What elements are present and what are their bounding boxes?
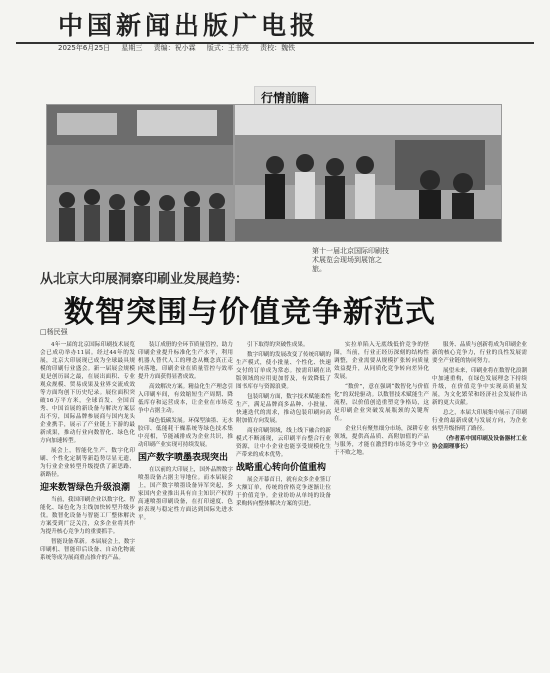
- paragraph: 包装印刷方面，数字技术赋能柔性生产，满足品牌商多品种、小批量、快速迭代的需求，推动包装印刷向高附加值方向发展。: [236, 394, 331, 424]
- issue-weekday: 星期三: [121, 44, 143, 52]
- paragraph: 商业印刷领域，线上线下融合的新模式不断涌现，云印刷平台整合行业资源，让中小企业也能享受规模化生产带来的成本优势。: [236, 428, 331, 458]
- masthead: [8, 4, 542, 50]
- paragraph: 当前，我国印刷企业以数字化、智能化、绿色化为主线加快转型升级步伐。数智化设备与智能工厂整体解决方案受到广泛关注，众多企业将其作为提升核心竞争力的重要抓手。: [40, 497, 135, 535]
- section-heading: 国产数字喷墨表现突出: [138, 453, 229, 463]
- article-column-5: [432, 341, 527, 653]
- photo-caption: 第十一届北京国际印刷技术展览会现场到展馆之旅。: [312, 247, 389, 273]
- paragraph: 绿色低碳发展。环保型油墨、无水胶印、低能耗干燥系统等绿色技术集中亮相，节能减排成为企业共识，推动印刷产业实现可持续发展。: [138, 418, 233, 448]
- paragraph: 实拉单陷入无底线低价竞争的怪圈，当前，行业正经历深刻的结构性调整，企业需要从规模扩张转向质量效益提升，从同质化竞争转向差异化发展。: [334, 342, 429, 380]
- exhibition-crowd-photo: [46, 104, 234, 242]
- section-label: 行情前瞻: [254, 86, 316, 108]
- paragraph: 展会开幕首日，就有众多企业签订大额订单，传统的价格竞争逐渐让位于价值竞争。企业纷纷从单纯的设备采购转向整体解决方案的引进。: [236, 477, 331, 507]
- paragraph: 展望未来，印刷业将在数智化浪潮中加速重构，在绿色发展理念下持续升级，在价值竞争中实现高质量发展，为文化繁荣和经济社会发展作出新的更大贡献。: [432, 368, 527, 406]
- paragraph: 企业只有聚焦细分市场，深耕专业领域，提供高品质、高附加值的产品与服务，才能在激烈的市场竞争中立于不败之地。: [334, 426, 429, 456]
- layout-credit: 版式：王书亮: [206, 44, 249, 52]
- paragraph: 高效解决方案。精益化生产理念引入印刷车间，有效缩短生产周期、降低库存和运营成本，让企业在市场竞争中占据主动。: [138, 384, 233, 414]
- paragraph: 引下取得的突破性成果。: [247, 342, 309, 348]
- proofreader-credit: 责校：魏铁: [260, 44, 296, 52]
- issue-date: 2025年6月25日: [58, 44, 111, 52]
- editor-credit: 责编：祝小霖: [153, 44, 196, 52]
- exhibition-visitors-photo: [234, 104, 502, 242]
- author-note: （作者系中国印刷及设备器材工业协会副理事长）: [432, 436, 527, 450]
- article-byline: □杨民强: [40, 328, 68, 336]
- paragraph: 数字印刷的发展改变了传统印刷的生产模式，使小批量、个性化、快速交付的订单成为常态。按需印刷在出版领域的应用更加普及，有效降低了图书库存与资源浪费。: [236, 352, 331, 390]
- paragraph: 总之，本届大印展集中展示了印刷行业的最新成就与发展方向，为企业转型升级指明了路径。: [432, 410, 527, 432]
- issue-meta: [58, 43, 304, 53]
- article-subtitle: 从北京大印展洞察印刷业发展趋势：: [40, 272, 249, 287]
- section-heading: 迎来数智绿色升级浪潮: [40, 483, 131, 493]
- section-heading: 战略重心转向价值重构: [236, 463, 327, 473]
- article-column-1: [40, 341, 135, 653]
- paragraph: 展会上，智能化生产、数字化印刷、个性化定制等新趋势尽显无遗，为行业企业转型升级提供了新思路、新路径。: [40, 448, 135, 478]
- paragraph: 在以前的大印展上，国外品牌数字喷墨设备占据主导地位。而本届展会上，国产数字喷墨设备异军突起，多家国内企业推出具有自主知识产权的高速喷墨印刷设备，在打印速度、色彩表现与稳定性方面达到国际先进水平。: [138, 467, 233, 521]
- article-body: [40, 341, 527, 653]
- newspaper-title: 中国新闻出版广电报: [58, 11, 320, 40]
- article-column-4: [334, 341, 429, 653]
- paragraph: 智能设备革新。本届展会上，数字印刷机、智能印后设备、自动化物流系统等成为展商重点推介的产品。: [40, 539, 135, 561]
- paragraph: 服务、品质与创新将成为印刷企业新的核心竞争力，行业的良性发展需要全产业链的协同努力。: [432, 342, 527, 364]
- article-column-3: [236, 341, 331, 653]
- article-column-2: [138, 341, 233, 653]
- article-headline: 数智突围与价值竞争新范式: [64, 295, 436, 330]
- paragraph: “数价”，意在强调“数智化与价值化”的双轮驱动。以数智技术赋能生产流程，以价值创造重塑竞争格局，这是印刷企业突破发展瓶颈的关键所在。: [334, 384, 429, 422]
- paragraph: 4年一届的北京国际印刷技术展览会已成功举办11届。经过44年的发展，北京大印展现已成为全球最具规模的印刷行业盛会。新一届展会规模更是创历届之最，在展出面积、专业观众规模、贸易成果及业界交流成效等方面均创下历史纪录。展位面积突破16万平方米，全球首发、全国首秀、中国首展的新设备与解决方案层出不穷，国际品牌参展商与国内龙头企业携手，展示了产业链上下游的最新成果，推动行业向数智化、绿色化方向加速转型。: [40, 342, 135, 444]
- paragraph: 装订成册的全环节质量管控，助力印刷企业提升标准化生产水平，利用机器人替代人工的理念从概念真正走向落地，印刷企业在质量管控与效率提升方面获得显著成效。: [138, 342, 233, 380]
